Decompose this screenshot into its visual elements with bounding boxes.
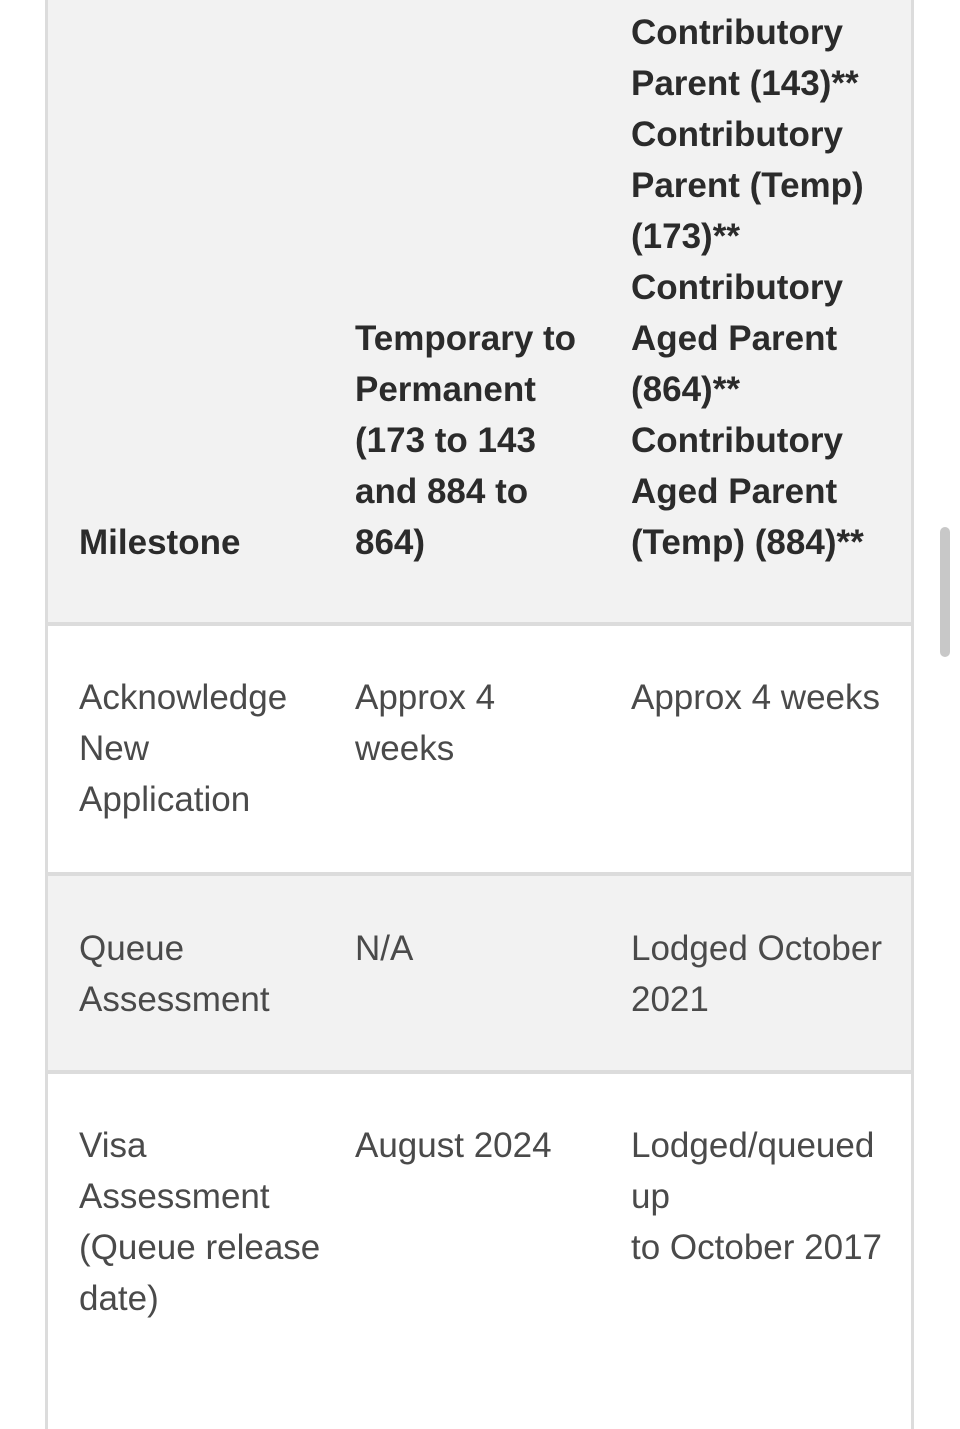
header-contributory [590,0,911,624]
vertical-scrollbar[interactable] [940,527,950,657]
table-header [48,0,911,624]
header-milestone: Milestone [48,0,324,624]
processing-times-table-container [45,0,914,1429]
contributory-cell-line: Approx 4 weeks [631,678,881,717]
table-row [48,874,911,1072]
header-contributory-line: Contributory Aged Parent (Temp) (884)** [631,421,864,562]
temp-to-perm-cell: August 2024 [355,1126,552,1165]
header-contributory-line: Contributory Aged Parent (864)** [631,268,843,409]
table-row [48,1072,911,1426]
temp-to-perm-cell: Approx 4 weeks [355,678,496,768]
temp-to-perm-cell: N/A [355,929,414,968]
contributory-cell [590,874,911,1072]
processing-times-table [48,0,911,1426]
contributory-cell-line: to October 2017 [631,1228,882,1267]
milestone-cell: Queue Assessment [79,929,270,1019]
header-row [48,0,911,624]
milestone-cell: Acknowledge New Application [79,678,288,819]
table-body [48,624,911,1426]
contributory-cell-line: Lodged October 2021 [631,929,883,1019]
header-contributory-line: Contributory Parent (143)** [631,13,859,103]
header-contributory-line: Contributory Parent (Temp) (173)** [631,115,864,256]
contributory-cell [590,1072,911,1426]
milestone-cell: Visa Assessment (Queue release date) [79,1126,321,1318]
header-temp-to-perm: Temporary to Permanent (173 to 143 and 884 to 864) [324,0,590,624]
table-row [48,624,911,874]
contributory-cell [590,624,911,874]
contributory-cell-line: Lodged/queued up [631,1126,875,1216]
